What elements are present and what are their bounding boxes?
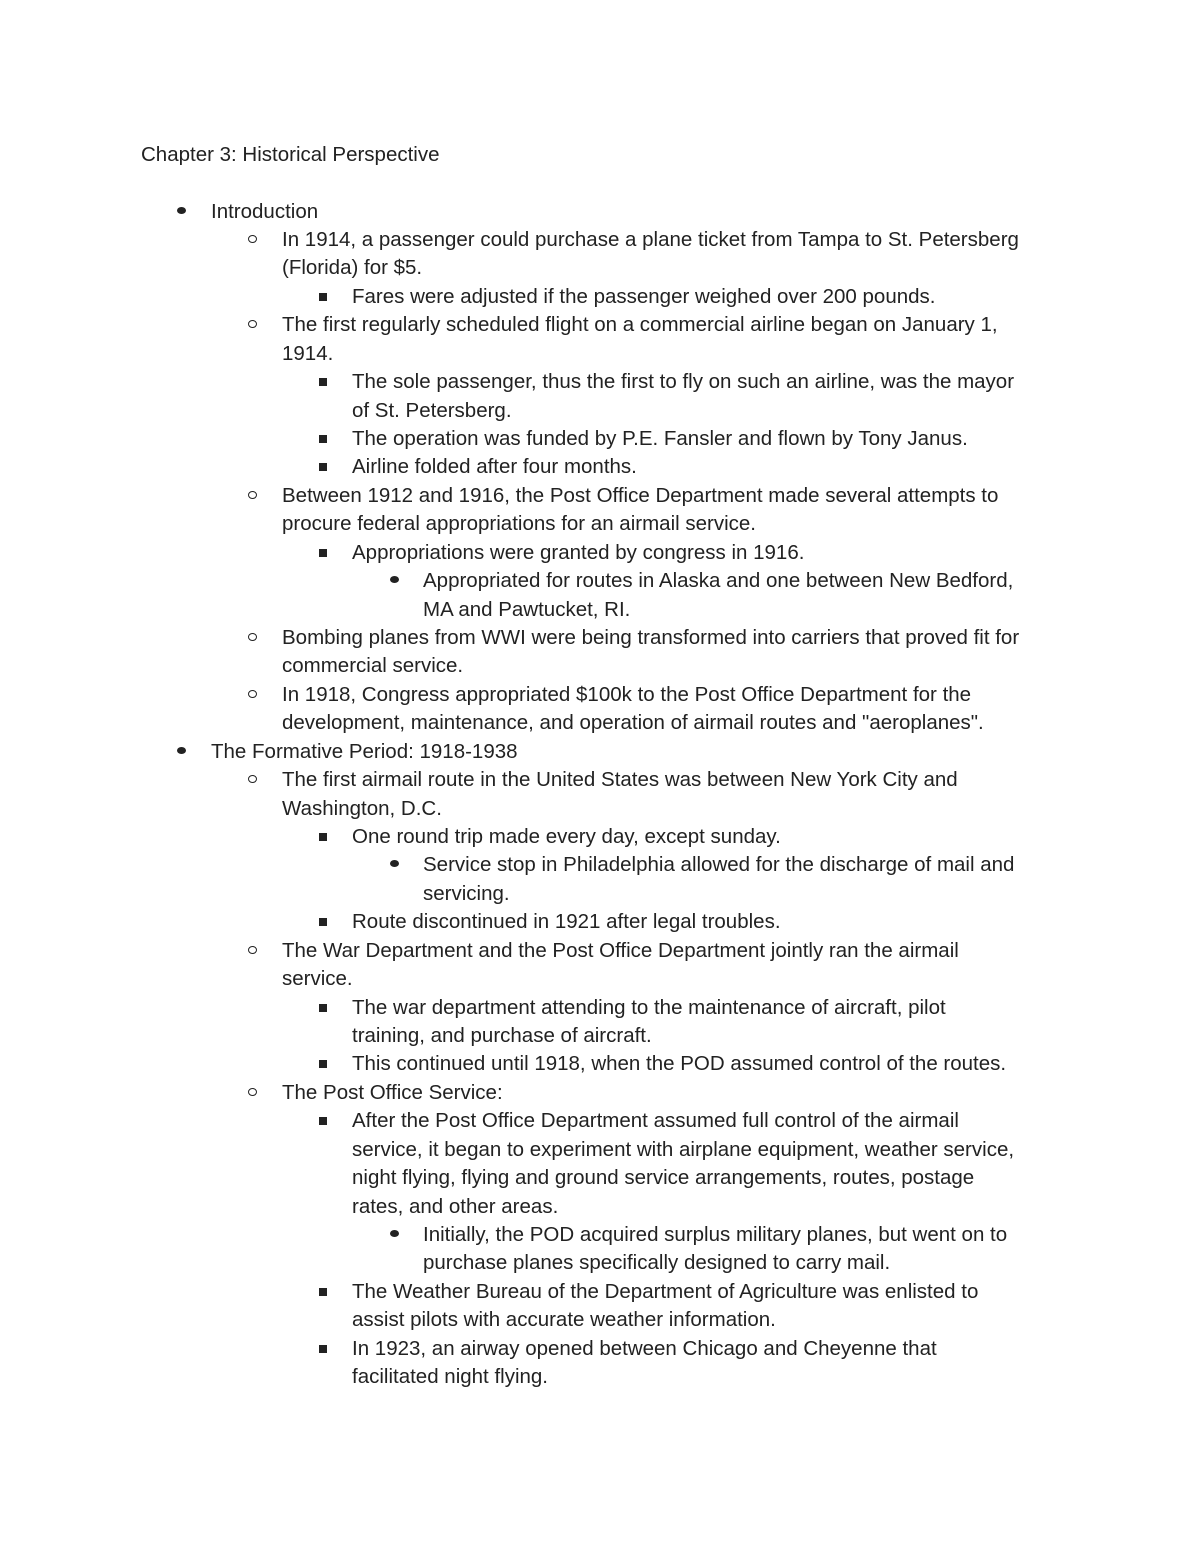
list-item-text: Between 1912 and 1916, the Post Office Department made several attempts to (282, 484, 999, 507)
disc-bullet-icon (390, 576, 399, 583)
disc-bullet-icon (390, 1230, 399, 1237)
disc-bullet-icon (390, 860, 399, 867)
list-item-text: Airline folded after four months. (352, 455, 637, 478)
square-bullet-icon (319, 1345, 327, 1353)
list-item-text: MA and Pawtucket, RI. (423, 598, 631, 621)
list-item-text: The first airmail route in the United States was between New York City and (282, 768, 958, 791)
list-item-text: facilitated night flying. (352, 1365, 549, 1388)
list-item-text: Initially, the POD acquired surplus military planes, but went on to (423, 1223, 1008, 1246)
list-item-text: The sole passenger, thus the first to fly on such an airline, was the mayor (352, 370, 1015, 393)
list-item-text: Washington, D.C. (282, 797, 442, 820)
square-bullet-icon (319, 918, 327, 926)
circle-bullet-icon (248, 946, 257, 954)
square-bullet-icon (319, 1004, 327, 1012)
list-item-text: of St. Petersberg. (352, 399, 512, 422)
list-item-text: procure federal appropriations for an airmail service. (282, 512, 757, 535)
list-item-text: night flying, flying and ground service arrangements, routes, postage (352, 1166, 975, 1189)
list-item-text: service, it began to experiment with airplane equipment, weather service, (352, 1138, 1015, 1161)
page-title: Chapter 3: Historical Perspective (141, 143, 440, 166)
list-item-text: One round trip made every day, except sunday. (352, 825, 781, 848)
list-item-text: The operation was funded by P.E. Fansler and flown by Tony Janus. (352, 427, 968, 450)
list-item-text: Bombing planes from WWI were being transformed into carriers that proved fit for (282, 626, 1020, 649)
list-item-text: service. (282, 967, 353, 990)
list-item-text: commercial service. (282, 654, 464, 677)
list-item-text: This continued until 1918, when the POD assumed control of the routes. (352, 1052, 1007, 1075)
list-item-text: The Post Office Service: (282, 1081, 503, 1104)
list-item-text: 1914. (282, 342, 334, 365)
list-item-text: training, and purchase of aircraft. (352, 1024, 652, 1047)
list-item-text: (Florida) for $5. (282, 256, 423, 279)
list-item-text: After the Post Office Department assumed full control of the airmail (352, 1109, 959, 1132)
list-item-text: The Weather Bureau of the Department of Agriculture was enlisted to (352, 1280, 979, 1303)
square-bullet-icon (319, 435, 327, 443)
circle-bullet-icon (248, 320, 257, 328)
list-item-text: Route discontinued in 1921 after legal troubles. (352, 910, 781, 933)
list-item-text: In 1914, a passenger could purchase a plane ticket from Tampa to St. Petersberg (282, 228, 1019, 251)
list-item-text: Appropriations were granted by congress in 1916. (352, 541, 805, 564)
list-item-text: Appropriated for routes in Alaska and one between New Bedford, (423, 569, 1014, 592)
circle-bullet-icon (248, 690, 257, 698)
list-item-text: The war department attending to the maintenance of aircraft, pilot (352, 996, 946, 1019)
list-item-text: purchase planes specifically designed to carry mail. (423, 1251, 891, 1274)
square-bullet-icon (319, 833, 327, 841)
list-item-text: Introduction (211, 200, 319, 223)
square-bullet-icon (319, 549, 327, 557)
list-item-text: The War Department and the Post Office Department jointly ran the airmail (282, 939, 959, 962)
circle-bullet-icon (248, 1088, 257, 1096)
circle-bullet-icon (248, 633, 257, 641)
square-bullet-icon (319, 463, 327, 471)
list-item-text: Service stop in Philadelphia allowed for the discharge of mail and (423, 853, 1015, 876)
list-item-text: The first regularly scheduled flight on a commercial airline began on January 1, (282, 313, 998, 336)
disc-bullet-icon (177, 747, 186, 754)
square-bullet-icon (319, 1288, 327, 1296)
disc-bullet-icon (177, 207, 186, 214)
square-bullet-icon (319, 378, 327, 386)
square-bullet-icon (319, 1117, 327, 1125)
square-bullet-icon (319, 1060, 327, 1068)
list-item-text: Fares were adjusted if the passenger weighed over 200 pounds. (352, 285, 936, 308)
circle-bullet-icon (248, 491, 257, 499)
list-item-text: In 1918, Congress appropriated $100k to the Post Office Department for the (282, 683, 972, 706)
list-item-text: development, maintenance, and operation of airmail routes and "aeroplanes". (282, 711, 984, 734)
circle-bullet-icon (248, 235, 257, 243)
list-item-text: rates, and other areas. (352, 1195, 559, 1218)
square-bullet-icon (319, 293, 327, 301)
circle-bullet-icon (248, 775, 257, 783)
list-item-text: The Formative Period: 1918-1938 (211, 740, 518, 763)
list-item-text: servicing. (423, 882, 510, 905)
list-item-text: In 1923, an airway opened between Chicago and Cheyenne that (352, 1337, 937, 1360)
list-item-text: assist pilots with accurate weather information. (352, 1308, 776, 1331)
